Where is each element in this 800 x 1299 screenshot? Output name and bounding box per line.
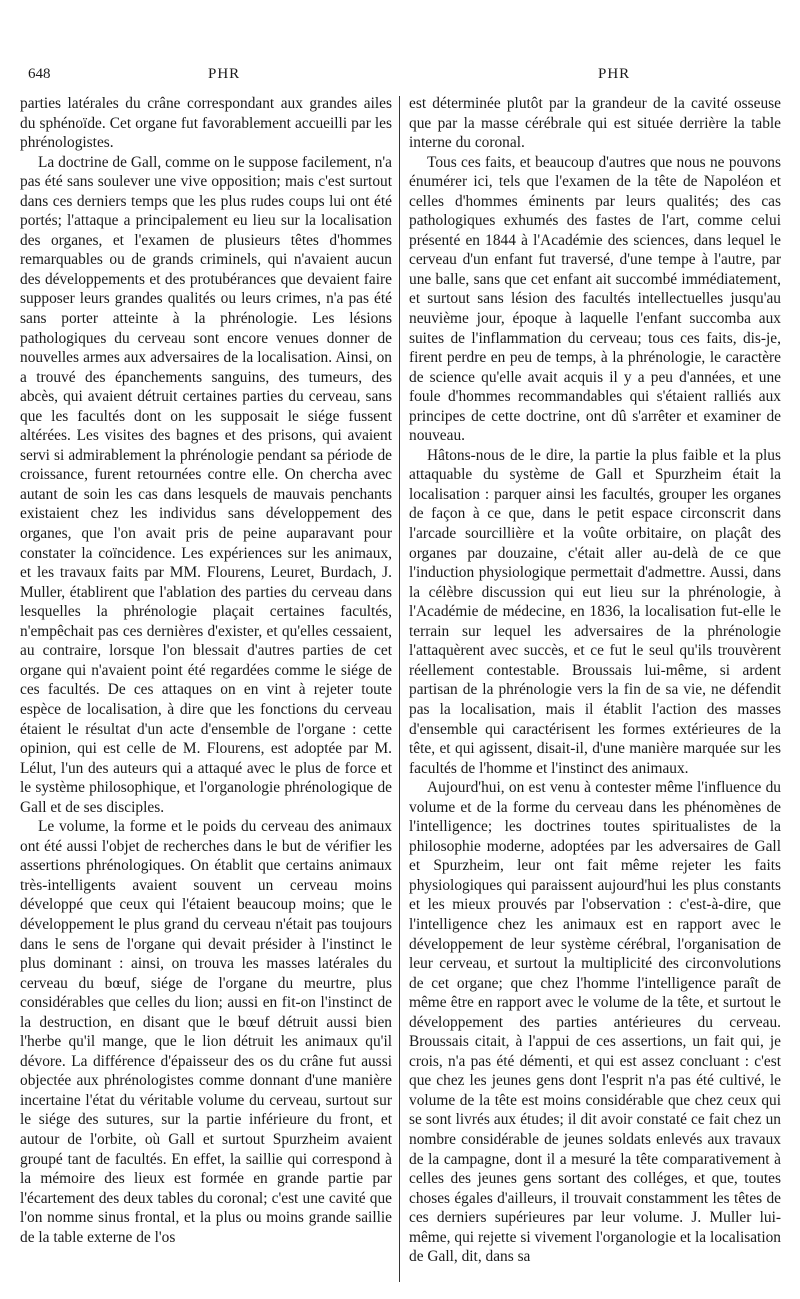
paragraph: Le volume, la forme et le poids du cerveau des animaux ont été aussi l'objet de recherches dans le but de vérifier les assertions phrénologiques. On établit que certains animaux très-intelligents avaient souvent un cerveau moins développé que ceux qui l'étaient beaucoup moins; que le développement le plus grand du cerveau n'était pas toujours dans le sens de l'organe qui devait présider à l'instinct le plus dominant : ainsi, on trouva les masses latérales du cerveau du bœuf, siége de l'organe du meurtre, plus considérables que celles du lion; aussi en fit-on l'instinct de la destruction, en disant que le bœuf détruit aussi bien l'herbe qu'il mange, que le lion détruit les animaux qu'il dévore. La différence d'épaisseur des os du crâne fut aussi objectée aux phrénologistes comme donnant d'une manière incertaine l'état du véritable volume du cerveau, surtout sur le siége des sutures, sur la partie inférieure du front, et autour de l'orbite, où Gall et surtout Spurzheim avaient groupé tant de facultés. En effet, la saillie qui correspond à la mémoire des lieux est formée en grande partie par l'écartement des deux tables du coronal; c'est une cavité que l'on nomme sinus frontal, et la plus ou moins grande saillie de la table externe de l'os: [20, 818, 392, 1246]
paragraph: Hâtons-nous de le dire, la partie la plus faible et la plus attaquable du système de Gall et Spurzheim était la localisation : parquer ainsi les facultés, grouper les organes de façon à ce que, dans le petit espace circonscrit dans l'arcade sourcillière et la voûte orbitaire, on plaçât des organes par douzaine, c'était aller au-delà de ce que l'induction physiologique permettait d'admettre. Aussi, dans la célèbre discussion qui eut lieu sur la phrénologie, à l'Académie de médecine, en 1836, la localisation fut-elle le terrain sur lequel les adversaires de la phrénologie l'attaquèrent avec succès, et ce fut le seul qu'ils trouvèrent réellement contestable. Broussais lui-même, si ardent partisan de la phrénologie vers la fin de sa vie, ne défendit pas la localisation, mais il établit l'action des masses d'ensemble qui caractérisent les formes extérieures de la tête, et qui agissent, disait-il, d'une manière marquée sur les facultés de l'homme et l'instinct des animaux.: [409, 446, 781, 777]
running-head-right: PHR: [598, 66, 631, 82]
running-head-left: PHR: [208, 66, 241, 82]
column-divider: [399, 96, 400, 1282]
paragraph: La doctrine de Gall, comme on le suppose facilement, n'a pas été sans soulever une vive opposition; mais c'est surtout dans ces derniers temps que les plus rudes coups lui ont été portés; l'attaque a principalement eu lieu sur la localisation des organes, et l'examen de plusieurs têtes d'hommes remarquables ou de grands criminels, qui n'avaient aucun des développements et des protubérances que devaient faire supposer leurs grandes qualités ou leurs crimes, n'a pas été sans porter atteinte à la phrénologie. Les lésions pathologiques du cerveau sont encore venues donner de nouvelles armes aux adversaires de la localisation. Ainsi, on a trouvé des épanchements sanguins, des tumeurs, des abcès, qui avaient détruit certaines parties du cerveau, sans que les facultés dont on les supposait le siége fussent altérées. Les visites des bagnes et des prisons, qui avaient servi si admirablement la phrénologie pendant sa période de croissance, furent retournées contre elle. On chercha avec autant de soin les cas dans lesquels de mauvais penchants existaient chez les individus sans développement des organes, que l'on avait pris de peine auparavant pour constater la coïncidence. Les expériences sur les animaux, et les travaux faits par MM. Flourens, Leuret, Burdach, J. Muller, établirent que l'ablation des parties du cerveau dans lesquelles la phrénologie plaçait certaines facultés, n'empêchait pas ces dernières d'exister, et qu'elles cessaient, au contraire, lorsque l'on blessait d'autres parties de cet organe qui n'avaient point été regardées comme le siége de ces facultés. De ces attaques on en vint à rejeter toute espèce de localisation, à dire que les fonctions du cerveau étaient le résultat d'un acte d'ensemble de l'organe : cette opinion, qui est celle de M. Flourens, est adoptée par M. Lélut, l'un des auteurs qui a attaqué avec le plus de force et le système philosophique, et l'organologie phrénologique de Gall et de ses disciples.: [20, 153, 392, 816]
page-header: [20, 66, 780, 90]
paragraph: Tous ces faits, et beaucoup d'autres que nous ne pouvons énumérer ici, tels que l'examen de la tête de Napoléon et celles d'hommes éminents par leurs qualités; des cas pathologiques exhumés des fastes de l'art, comme celui présenté en 1844 à l'Académie des sciences, dans lequel le cerveau d'un enfant fut traversé, d'une tempe à l'autre, par une balle, sans que cet enfant ait succombé immédiatement, et surtout sans lésion des facultés intellectuelles jusqu'au neuvième jour, époque à laquelle l'enfant succomba aux suites de l'inflammation du cerveau; tous ces faits, dis-je, firent perdre en peu de temps, à la phrénologie, le caractère de science qu'elle avait acquis il y a peu d'années, et une foule d'hommes recommandables qui s'étaient ralliés aux principes de cette doctrine, ont dû s'arrêter et examiner de nouveau.: [409, 153, 781, 445]
paragraph: Aujourd'hui, on est venu à contester même l'influence du volume et de la forme du cerveau dans les phénomènes de l'intelligence; les doctrines toutes spiritualistes de la philosophie moderne, adoptées par les adversaires de Gall et Spurzheim, leur ont fait même rejeter les faits physiologiques qui paraissent aujourd'hui les plus constants et les mieux prouvés par l'observation : c'est-à-dire, que l'intelligence chez les animaux est en rapport avec le développement de leur système cérébral, l'organisation de leur cerveau, et surtout la multiplicité des circonvolutions de cet organe; que chez l'homme l'intelligence paraît de même être en rapport avec le volume de la tête, et surtout le développement des parties antérieures du cerveau. Broussais citait, à l'appui de ces assertions, un fait qui, je crois, n'a pas été démenti, et qui est assez concluant : c'est que chez les jeunes gens dont l'esprit n'a pas été cultivé, le volume de la tête est moins considérable que chez ceux qui se sont livrés aux études; il dit avoir constaté ce fait chez un nombre considérable de jeunes soldats enlevés aux travaux de la campagne, dont il a mesuré la tête comparativement à celles des jeunes gens sortant des colléges, et que, toutes choses égales d'ailleurs, il trouvait constamment les têtes de ces derniers supérieures par leur volume. J. Muller lui-même, qui rejette si vivement l'organologie et la localisation de Gall, dit, dans sa: [409, 779, 781, 1266]
page-number: 648: [28, 66, 51, 82]
right-column: [409, 94, 781, 1267]
paragraph: parties latérales du crâne correspondant aux grandes ailes du sphénoïde. Cet organe fut favorablement accueilli par les phrénologistes.: [20, 95, 392, 152]
paragraph: est déterminée plutôt par la grandeur de la cavité osseuse que par la masse cérébrale qui est située derrière la table interne du coronal.: [409, 95, 781, 152]
left-column: [20, 94, 392, 1247]
